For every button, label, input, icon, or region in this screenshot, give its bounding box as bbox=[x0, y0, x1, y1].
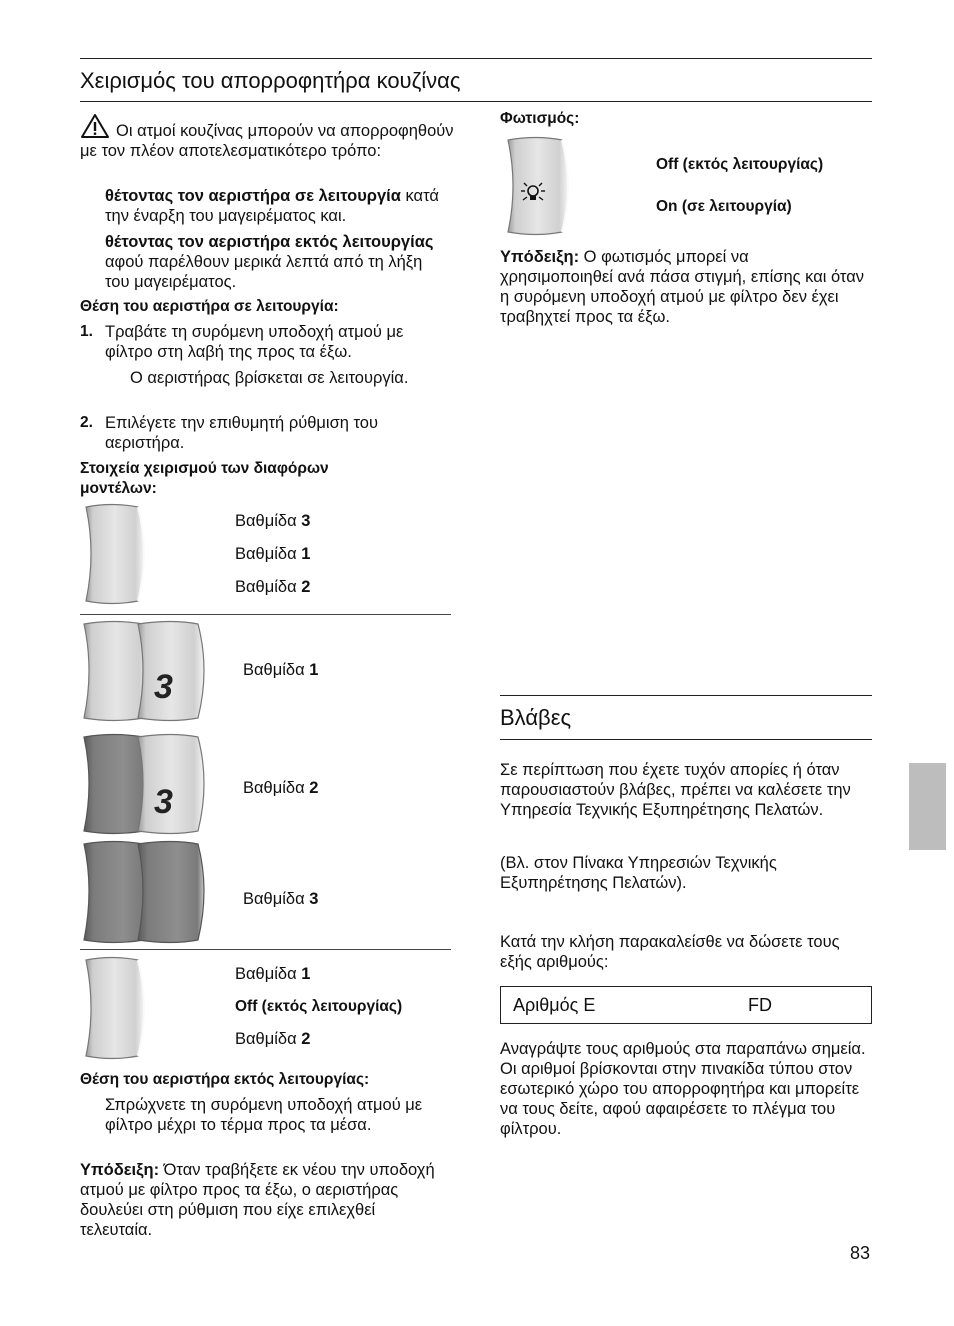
note-text: Όταν τραβήξετε εκ νέου την υποδοχή ατμού με φίλτρο προς τα έξω, ο αεριστήρας δουλεύει στη ρύθμιση που είχε επιλεχθεί τελευταία. bbox=[80, 1161, 435, 1239]
model2-row-1 bbox=[243, 660, 318, 680]
light-off-label: Off (εκτός λειτουργίας) bbox=[656, 156, 824, 173]
step1-num: 1. bbox=[80, 323, 93, 340]
title-rule bbox=[80, 101, 872, 102]
stage-label: Βαθμίδα bbox=[235, 578, 297, 596]
light-note-text: Ο φωτισμός μπορεί να χρησιμοποιηθεί ανά πάσα στιγμή, επίσης και όταν η συρόμενη υποδοχή ατμού με φίλτρο δεν έχει τραβηχτεί προς τα έξω. bbox=[500, 248, 865, 326]
step1-text: Τραβάτε τη συρόμενη υποδοχή ατμού με φίλτρο στη λαβή της προς τα έξω. bbox=[105, 323, 404, 361]
model-divider bbox=[80, 949, 451, 950]
stage-number: 3 bbox=[301, 512, 311, 530]
note bbox=[80, 1160, 445, 1240]
bullet-on bbox=[105, 186, 455, 226]
page-number: 83 bbox=[850, 1243, 871, 1263]
model3-fan-button[interactable] bbox=[80, 956, 150, 1065]
bullet-off-rest: αφού παρέλθουν μερικά λεπτά από τη λήξη του μαγειρέματος. bbox=[105, 253, 423, 291]
model-divider bbox=[80, 614, 451, 615]
controls-heading: Στοιχεία χειρισμού των διαφόρων μοντέλων: bbox=[80, 460, 329, 497]
number-fd-label: FD bbox=[748, 995, 772, 1015]
bullet-on-rest: κατά την έναρξη του μαγειρέματος και. bbox=[105, 187, 439, 225]
bullet-off bbox=[105, 232, 450, 292]
number-field-box bbox=[500, 986, 872, 1024]
stage-number: 1 bbox=[301, 965, 311, 983]
switch-digit: 3 bbox=[154, 668, 173, 706]
faults-p4: Αναγράψτε τους αριθμούς στα παραπάνω σημεία. Οι αριθμοί βρίσκονται στην πινακίδα τύπου στον εσωτερικό χώρο του απορροφητήρα και μπορείτε να τους δείτε, αφού αφαιρέσετε το πλέγμα του φίλτρου. bbox=[500, 1040, 866, 1138]
light-heading: Φωτισμός: bbox=[500, 110, 580, 127]
faults-p1: Σε περίπτωση που έχετε τυχόν απορίες ή όταν παρουσιαστούν βλάβες, πρέπει να καλέσετε την Υπηρεσία Τεχνικής Εξυπηρέτησης Πελατών. bbox=[500, 761, 851, 819]
step2-num: 2. bbox=[80, 414, 93, 431]
stage-number: 2 bbox=[301, 578, 311, 596]
intro-text: Οι ατμοί κουζίνας μπορούν να απορροφηθούν με τον πλέον αποτελεσματικότερο τρόπο: bbox=[80, 122, 454, 160]
stage-label: Βαθμίδα bbox=[243, 661, 305, 679]
faults-title: Βλάβες bbox=[500, 705, 572, 730]
stage-label: Βαθμίδα bbox=[235, 965, 297, 983]
stage-label: Βαθμίδα bbox=[243, 890, 305, 908]
model1-row-2 bbox=[235, 544, 310, 564]
stage-number: 2 bbox=[309, 779, 319, 797]
light-on-label: On (σε λειτουργία) bbox=[656, 198, 792, 215]
stage-number: 3 bbox=[309, 890, 319, 908]
stage-number: 1 bbox=[301, 545, 311, 563]
faults-p2: (Βλ. στον Πίνακα Υπηρεσιών Τεχνικής Εξυπηρέτησης Πελατών). bbox=[500, 854, 777, 892]
stage-label: Βαθμίδα bbox=[235, 1030, 297, 1048]
step1-result: Ο αεριστήρας βρίσκεται σε λειτουργία. bbox=[130, 369, 409, 387]
on-heading: Θέση του αεριστήρα σε λειτουργία: bbox=[80, 298, 339, 315]
model1-row-1 bbox=[235, 511, 310, 531]
stage-label: Βαθμίδα bbox=[235, 545, 297, 563]
model2-row-3 bbox=[243, 889, 318, 909]
model1-fan-button[interactable] bbox=[80, 503, 150, 610]
model2-state1-buttons[interactable] bbox=[80, 620, 208, 727]
section-tab bbox=[909, 763, 946, 850]
stage-number: 2 bbox=[301, 1030, 311, 1048]
bullet-on-bold: θέτοντας τον αεριστήρα σε λειτουργία bbox=[105, 187, 401, 205]
model3-off-label: Off (εκτός λειτουργίας) bbox=[235, 998, 403, 1015]
model3-row-1 bbox=[235, 964, 310, 984]
model2-state2-buttons[interactable] bbox=[80, 733, 208, 840]
stage-number: 1 bbox=[309, 661, 319, 679]
page-title: Χειρισμός του απορροφητήρα κουζίνας bbox=[80, 68, 461, 93]
bullet-off-bold: θέτοντας τον αεριστήρα εκτός λειτουργίας bbox=[105, 233, 434, 251]
off-text: Σπρώχνετε τη συρόμενη υποδοχή ατμού με φίλτρο μέχρι το τέρμα προς τα μέσα. bbox=[105, 1096, 423, 1134]
light-button[interactable] bbox=[500, 136, 572, 241]
step2-text: Επιλέγετε την επιθυμητή ρύθμιση του αεριστήρα. bbox=[105, 414, 379, 452]
light-note-label: Υπόδειξη: bbox=[500, 248, 580, 266]
switch-digit: 3 bbox=[154, 783, 173, 821]
faults-top-rule bbox=[500, 695, 872, 696]
model2-row-2 bbox=[243, 778, 318, 798]
model3-row-3 bbox=[235, 1029, 310, 1049]
model2-state3-buttons[interactable] bbox=[80, 840, 208, 949]
off-heading: Θέση του αεριστήρα εκτός λειτουργίας: bbox=[80, 1071, 370, 1088]
faults-p3: Κατά την κλήση παρακαλείσθε να δώσετε τους εξής αριθμούς: bbox=[500, 933, 840, 971]
light-note bbox=[500, 247, 865, 327]
stage-label: Βαθμίδα bbox=[243, 779, 305, 797]
faults-title-rule bbox=[500, 739, 872, 740]
note-label: Υπόδειξη: bbox=[80, 1161, 160, 1179]
number-e-label: Αριθμός E bbox=[513, 995, 596, 1015]
top-rule bbox=[80, 58, 872, 59]
stage-label: Βαθμίδα bbox=[235, 512, 297, 530]
model1-row-3 bbox=[235, 577, 310, 597]
